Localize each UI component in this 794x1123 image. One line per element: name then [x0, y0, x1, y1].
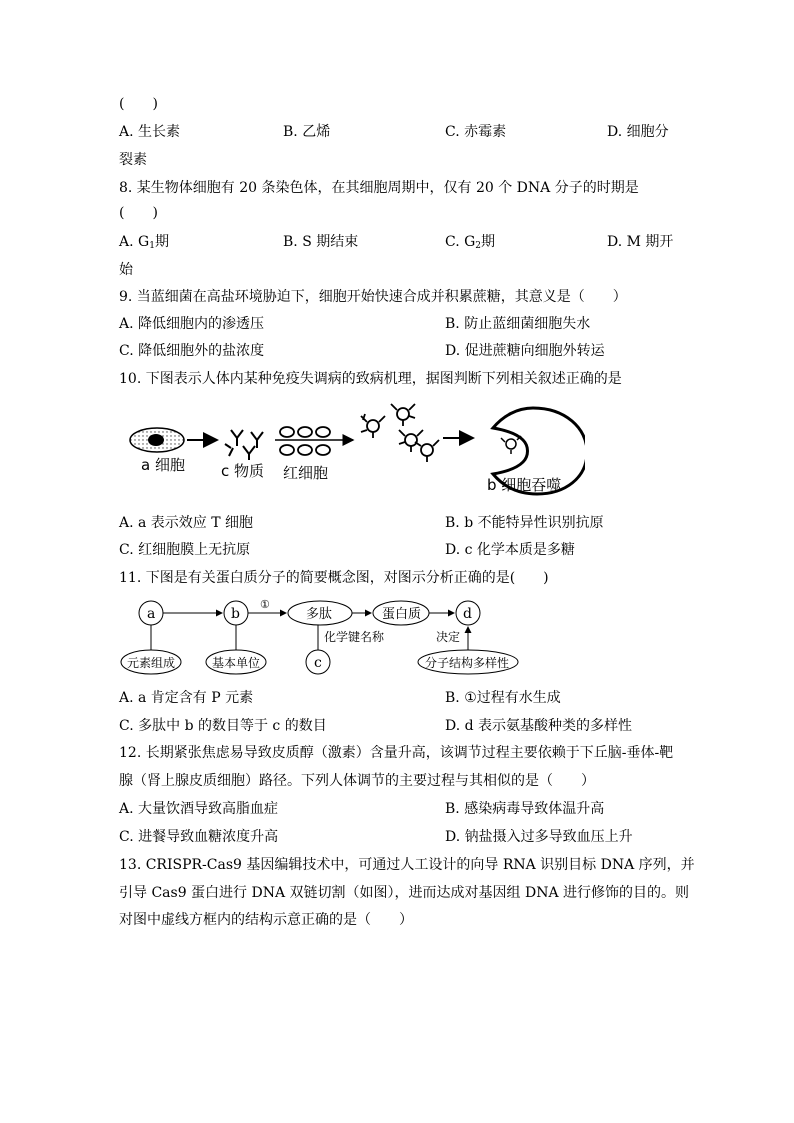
q12-option-c: C. 进餐导致血糖浓度升高	[119, 829, 279, 845]
a-cell-shape	[130, 428, 184, 452]
diversity-node: 分子结构多样性	[425, 656, 510, 670]
q10-option-c: C. 红细胞膜上无抗原	[119, 542, 251, 558]
antibody-bound-cells	[361, 404, 439, 462]
units-node: 基本单位	[212, 656, 261, 670]
q11-option-c: C. 多肽中 b 的数目等于 c 的数目	[119, 718, 327, 734]
q10-figure	[125, 398, 585, 502]
red-cell-label: 红细胞	[283, 464, 329, 482]
bond-name-label: 化学键名称	[324, 630, 385, 644]
q11-concept-map	[118, 596, 528, 680]
c-substance-label: c 物质	[221, 462, 265, 480]
q11-stem: 11. 下图是有关蛋白质分子的简要概念图，对图示分析正确的是( )	[119, 570, 549, 586]
q8-paren: ( )	[119, 205, 158, 221]
q11-option-b: B. ①过程有水生成	[445, 690, 561, 706]
q8-option-a: A. $G_1$期	[119, 234, 169, 251]
node-a: a	[147, 606, 156, 622]
q12-stem-line2: 腺（肾上腺皮质细胞）路径。下列人体调节的主要过程与其相似的是（ ）	[119, 773, 595, 789]
q12-option-d: D. 钠盐摄入过多导致血压上升	[445, 829, 633, 845]
q8-option-b: B. S 期结束	[283, 234, 359, 250]
step-1-label: ①	[260, 598, 270, 611]
q12-option-a: A. 大量饮酒导致高脂血症	[119, 801, 279, 817]
q8-option-d: D. M 期开	[607, 234, 674, 250]
node-b: b	[231, 606, 240, 622]
q10-stem: 10. 下图表示人体内某种免疫失调病的致病机理，据图判断下列相关叙述正确的是	[119, 371, 622, 387]
q9-option-c: C. 降低细胞外的盐浓度	[119, 343, 265, 359]
q7-option-b: B. 乙烯	[283, 124, 331, 140]
q13-stem-line3: 对图中虚线方框内的结构示意正确的是（ ）	[119, 912, 413, 928]
q9-option-d: D. 促进蔗糖向细胞外转运	[445, 343, 605, 359]
peptide-node: 多肽	[306, 607, 333, 622]
q10-option-b: B. b 不能特异性识别抗原	[445, 515, 604, 531]
q8-option-d-cont: 始	[119, 262, 133, 278]
decide-label: 决定	[436, 630, 461, 644]
q9-option-b: B. 防止蓝细菌细胞失水	[445, 316, 591, 332]
q10-option-d: D. c 化学本质是多糖	[445, 542, 575, 558]
node-d: d	[463, 606, 472, 622]
q9-stem: 9. 当蓝细菌在高盐环境胁迫下，细胞开始快速合成并积累蔗糖，其意义是（ ）	[119, 289, 627, 305]
red-cells	[280, 427, 330, 455]
q12-stem-line1: 12. 长期紧张焦虑易导致皮质醇（激素）含量升高，该调节过程主要依赖于下丘脑-垂体-靶	[119, 745, 674, 761]
c-substance-antibodies	[225, 430, 263, 460]
q8-option-c: C. $G_2$期	[445, 234, 496, 251]
q7-paren: ( )	[119, 96, 158, 112]
b-cell-label: b 细胞吞噬	[487, 476, 562, 494]
a-cell-label: a 细胞	[141, 456, 185, 474]
q11-option-a: A. a 肯定含有 P 元素	[119, 690, 254, 706]
q7-option-a: A. 生长素	[119, 124, 181, 140]
q7-option-d: D. 细胞分	[607, 124, 669, 140]
q7-option-d-cont: 裂素	[119, 152, 147, 168]
q12-option-b: B. 感染病毒导致体温升高	[445, 801, 605, 817]
q13-stem-line2: 引导 Cas9 蛋白进行 DNA 双链切割（如图），进而达成对基因组 DNA 进行修饰的目的。则	[119, 885, 690, 901]
protein-node: 蛋白质	[382, 607, 422, 622]
node-c: c	[314, 655, 322, 671]
q9-option-a: A. 降低细胞内的渗透压	[119, 316, 265, 332]
elements-node: 元素组成	[127, 656, 176, 670]
q10-option-a: A. a 表示效应 T 细胞	[119, 515, 254, 531]
q11-option-d: D. d 表示氨基酸种类的多样性	[445, 718, 633, 734]
q7-option-c: C. 赤霉素	[445, 124, 507, 140]
q13-stem-line1: 13. CRISPR-Cas9 基因编辑技术中，可通过人工设计的向导 RNA 识别目标 DNA 序列，并	[119, 857, 695, 873]
q8-stem: 8. 某生物体细胞有 20 条染色体，在其细胞周期中，仅有 20 个 DNA 分子的时期是	[119, 180, 639, 196]
